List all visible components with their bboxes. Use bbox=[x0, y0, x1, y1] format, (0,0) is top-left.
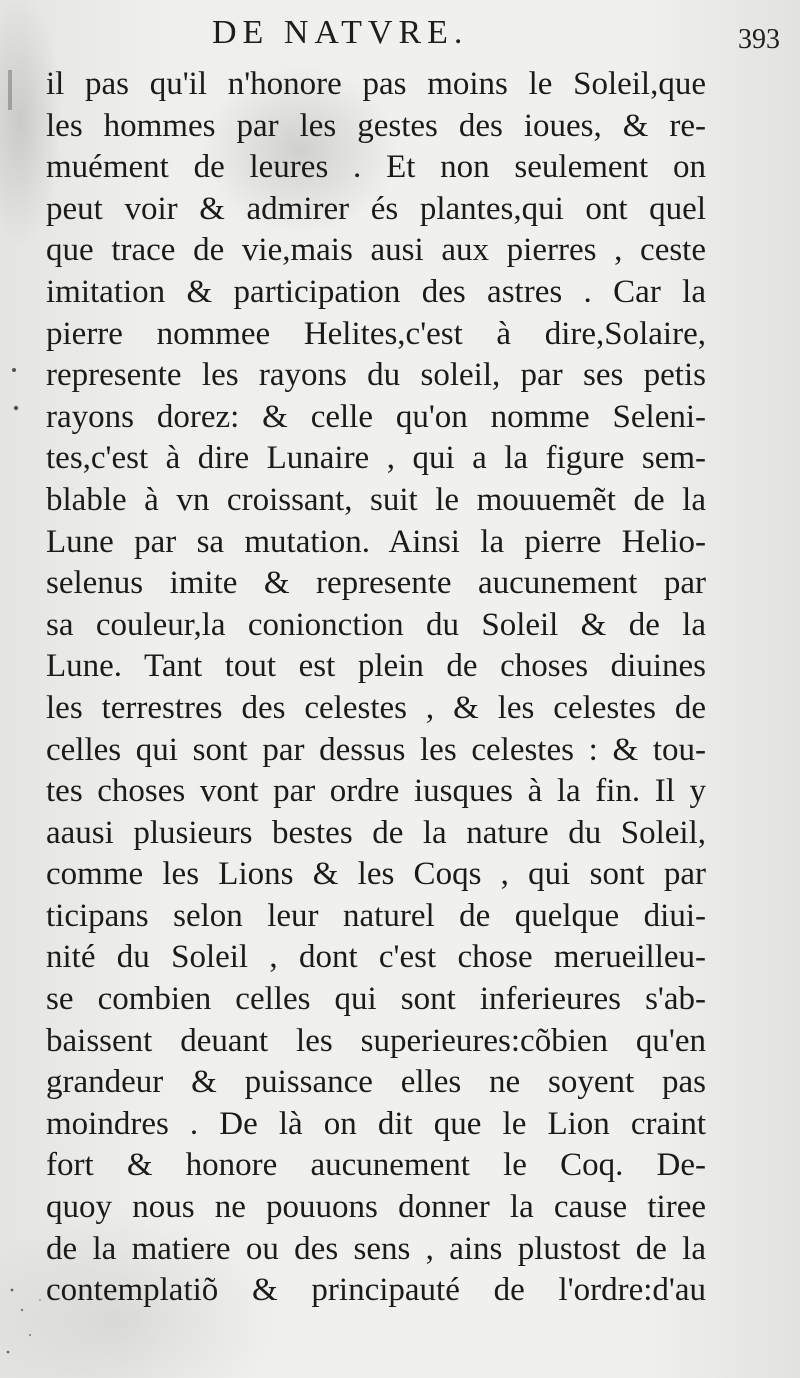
text-line: les terrestres des celestes , & les celestes de bbox=[46, 689, 706, 726]
body-text bbox=[46, 64, 706, 1312]
text-line: celles qui sont par dessus les celestes : & tou- bbox=[46, 731, 706, 768]
text-line: que trace de vie,mais ausi aux pierres , ceste bbox=[46, 232, 706, 269]
text-line: de la matiere ou des sens , ains plustost de la bbox=[46, 1230, 706, 1267]
text-line: selenus imite & represente aucunement par bbox=[46, 565, 706, 602]
text-line: imitation & participation des astres . Car la bbox=[46, 273, 706, 310]
text-line: grandeur & puissance elles ne soyent pas bbox=[46, 1064, 706, 1101]
text-line: quoy nous ne pouuons donner la cause tiree bbox=[46, 1189, 706, 1226]
text-line: nité du Soleil , dont c'est chose merueilleu- bbox=[46, 939, 706, 976]
text-line: peut voir & admirer és plantes,qui ont quel bbox=[46, 190, 706, 227]
text-line: Lune par sa mutation. Ainsi la pierre Helio- bbox=[46, 523, 706, 560]
text-line: represente les rayons du soleil, par ses petis bbox=[46, 357, 706, 394]
text-line: tes,c'est à dire Lunaire , qui a la figure sem- bbox=[46, 440, 706, 477]
text-line: se combien celles qui sont inferieures s'ab- bbox=[46, 981, 706, 1018]
text-line: blable à vn croissant, suit le mouuemẽt de la bbox=[46, 481, 706, 518]
text-line: Lune. Tant tout est plein de choses diuines bbox=[46, 648, 706, 685]
text-line: tes choses vont par ordre iusques à la fin. Il y bbox=[46, 773, 706, 810]
text-line: moindres . De là on dit que le Lion craint bbox=[46, 1105, 706, 1142]
text-line: contemplatiõ & principauté de l'ordre:d'au bbox=[46, 1272, 706, 1309]
text-line: sa couleur,la conionction du Soleil & de la bbox=[46, 606, 706, 643]
text-line: aausi plusieurs bestes de la nature du Soleil, bbox=[46, 814, 706, 851]
text-line: les hommes par les gestes des ioues, & re- bbox=[46, 107, 706, 144]
running-head: DE NATVRE. bbox=[212, 14, 469, 51]
page-number: 393 bbox=[738, 24, 780, 55]
page-header bbox=[0, 14, 800, 54]
text-line: il pas qu'il n'honore pas moins le Soleil,que bbox=[46, 66, 706, 102]
text-line: comme les Lions & les Coqs , qui sont par bbox=[46, 856, 706, 893]
text-line: pierre nommee Helites,c'est à dire,Solaire, bbox=[46, 315, 706, 352]
text-line: ticipans selon leur naturel de quelque diui- bbox=[46, 897, 706, 934]
text-line: muément de leures . Et non seulement on bbox=[46, 149, 706, 186]
text-line: fort & honore aucunement le Coq. De- bbox=[46, 1147, 706, 1184]
text-line: baissent deuant les superieures:cõbien qu'en bbox=[46, 1022, 706, 1059]
text-line: rayons dorez: & celle qu'on nomme Seleni- bbox=[46, 398, 706, 435]
